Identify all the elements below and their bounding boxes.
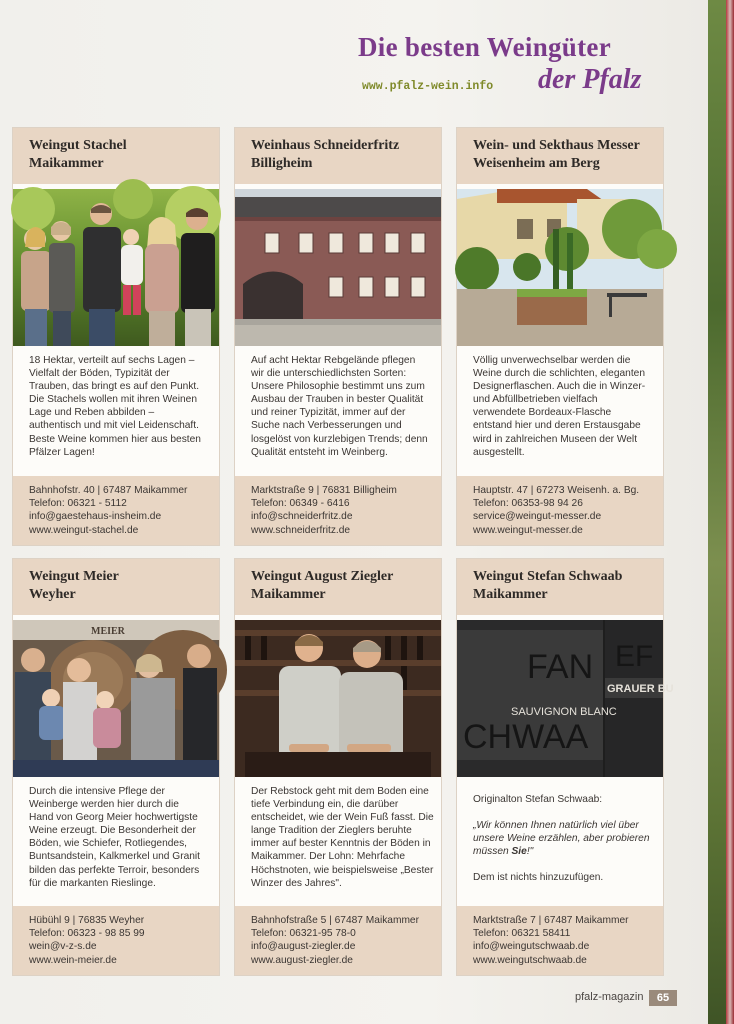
winery-description [235,777,441,906]
svg-text:CHWAA: CHWAA [463,718,589,756]
card-header [235,559,441,615]
description-line: Hand von Georg Meier hochwertigste [29,812,198,824]
description-line: Auf acht Hektar Rebgelände pflegen [251,355,416,366]
description-line: wir die unterschiedlichsten Sorten: [251,368,407,380]
email-link[interactable]: info@august-ziegler.de [251,941,356,953]
street-address: Bahnhofstr. 40 | 67487 Maikammer [29,485,188,496]
email-link[interactable]: info@weingutschwaab.de [473,941,590,953]
description-line: ausgestellt. [473,446,525,458]
winery-description [235,346,441,475]
card-header [13,559,219,615]
street-address: Marktstraße 7 | 67487 Maikammer [473,915,629,926]
winery-name: Weingut Meier [29,569,119,584]
description-line: tiefe Verbindung ein, die darüber [251,799,399,811]
website-link[interactable]: www.weingut-messer.de [473,524,583,536]
winery-sign-text: MEIER [91,626,125,637]
winery-name: Weingut August Ziegler [251,569,394,584]
page-number: 65 [649,990,677,1006]
winery-card-ziegler [234,558,442,976]
description-line: Beste Weine kommen hier aus besten [29,433,201,445]
phone-number: Telefon: 06321 58411 [473,928,571,940]
description-line: immer auf bester Kenntnis der Böden in [251,838,431,850]
website-link[interactable]: www.pfalz-wein.info [362,80,494,93]
wine-bottles-photo [457,620,674,777]
description-line: Völlig unverwechselbar werden die [473,355,631,366]
contact-block [235,476,441,545]
quote-text: müssen [473,846,512,858]
description-line: Weine durch die schlichten, eleganten [473,368,645,380]
description-line: Weinberge werden hier durch die [29,799,179,811]
quote-intro: Originalton Stefan Schwaab: [473,794,603,805]
street-address: Marktstraße 9 | 76831 Billigheim [251,485,397,496]
winery-name: Weingut Stefan Schwaab [473,569,623,584]
card-header [13,128,219,184]
website-link[interactable]: www.august-ziegler.de [251,954,353,966]
winery-name: Weinhaus Schneiderfritz [251,138,400,153]
description-line: entstand hier und deren Erstausgabe [473,420,641,432]
description-line: Durch die intensive Pflege der [29,786,165,797]
phone-number: Telefon: 06353-98 94 26 [473,498,583,510]
description-line: Vielfalt der Böden, Typizität der [29,368,170,380]
family-with-barrels-photo [13,620,219,777]
description-line: für die markanten Rieslinge. [29,877,156,889]
website-link[interactable]: www.schneiderfritz.de [251,524,351,536]
website-link[interactable]: www.wein-meier.de [29,954,117,966]
description-line: 18 Hektar, verteilt auf sechs Lagen – [29,355,195,366]
bottle-label: GRAUER BU [607,683,674,695]
description-line: Suche nach Verbesserungen und [251,420,402,432]
description-line: lange Tradition der Zieglers beruhte [251,825,412,837]
winery-description [13,777,219,906]
winery-card-meier [12,558,220,976]
email-link[interactable]: service@weingut-messer.de [473,511,602,523]
description-line: bilden das perfekte Terroir, besonders [29,864,200,876]
card-header [457,128,663,184]
website-link[interactable]: www.weingut-stachel.de [29,524,139,536]
winery-card-schwaab [456,558,674,976]
description-line: Böden, wie Schiefer, Rotliegendes, [29,838,188,850]
description-line: entscheidet, wie der Wein Fuß fasst. Die [251,812,434,824]
description-line: Unsere Philosophie bestimmt uns zum [251,381,425,393]
quote-outro: Dem ist nichts hinzuzufügen. [473,872,604,884]
contact-block [13,906,219,975]
street-address: Hauptstr. 47 | 67273 Weisenh. a. Bg. [473,485,640,496]
contact-block [235,906,441,975]
description-line: Maikammer. Der Lohn: Mehrfache [251,851,406,863]
phone-number: Telefon: 06321-95 78-0 [251,928,356,940]
contact-block [457,476,663,545]
phone-number: Telefon: 06349 - 6416 [251,498,350,510]
svg-text:EF: EF [615,640,654,673]
description-line: und reiner Typizität, immer auf der [251,407,406,419]
email-link[interactable]: info@schneiderfritz.de [251,511,353,523]
winery-card-schneiderfritz [234,127,442,546]
quote-line: unsere Weine erzählen, aber probieren [473,833,650,845]
courtyard-garden-photo [457,189,663,346]
description-line: Qualität entsteht im Weinberg. [251,446,388,458]
description-line: und Abfüllbetrieben vielfach [473,394,598,406]
svg-text:FAN: FAN [527,648,594,686]
quote-emphasis: Sie [511,846,527,858]
phone-number: Telefon: 06321 - 5112 [29,498,127,510]
description-line: Buntsandstein, Kalkmerkel und Granit [29,851,201,863]
description-line: wird in zahlreichen Museen der Welt [473,433,638,445]
email-link[interactable]: wein@v-z-s.de [29,941,97,953]
contact-block [13,476,219,545]
description-line: Weine erzeugt. Die Besonderheit der [29,825,196,837]
winery-card-stachel [12,127,220,546]
winery-town: Maikammer [251,586,326,602]
description-line: verwendete Bordeaux-Flasche [473,407,612,419]
bottle-label: SAUVIGNON BLANC [511,706,617,718]
description-line: Winzer des Jahres". [251,877,342,889]
page-subtitle: der Pfalz [538,64,642,95]
winery-town: Billigheim [251,155,313,171]
winery-town: Weisenheim am Berg [473,155,600,171]
description-line: losgelöst von kurzlebigen Trends; denn [251,433,428,445]
description-line: Höchstnoten, wie beispielsweise „Bester [251,864,434,876]
winery-card-messer [456,127,664,546]
description-line: Trauben, das bringt es auf den Punkt. [29,381,200,393]
card-header [235,128,441,184]
description-line: Designerflaschen. Auch die in Winzer- [473,381,646,393]
description-line: authentisch und mit viel Leidenschaft. [29,420,199,432]
winery-town: Maikammer [473,586,548,602]
winery-quote [457,777,663,906]
page-edge-photo [708,0,728,1024]
winery-description [457,346,663,475]
phone-number: Telefon: 06323 - 98 85 99 [29,928,145,940]
winery-building-photo [235,189,441,346]
winery-town: Maikammer [29,155,104,171]
description-line: Pfälzer Lagen! [29,446,95,458]
quote-text: !" [526,846,534,858]
page-edge-stripe [726,0,734,1024]
description-line: Ausbau der Trauben in bester Qualität [251,394,424,406]
family-in-vineyard-photo [13,189,219,346]
winery-name: Weingut Stachel [29,138,127,153]
street-address: Bahnhofstraße 5 | 67487 Maikammer [251,915,419,926]
description-line: Der Rebstock geht mit dem Boden eine [251,786,429,797]
contact-block [457,906,663,975]
winery-town: Weyher [29,586,76,602]
street-address: Hübühl 9 | 76835 Weyher [29,915,145,926]
page-title: Die besten Weingüter [358,32,611,62]
email-link[interactable]: info@gaestehaus-insheim.de [29,511,162,523]
description-line: Lage und Reben abbilden – [29,407,155,419]
website-link[interactable]: www.weingutschwaab.de [473,954,587,966]
quote-line: „Wir können Ihnen natürlich viel über [473,820,639,832]
quote-line [473,845,647,858]
winery-description [13,346,219,475]
description-line: Die Stachels wollen mit ihren Weinen [29,394,197,406]
magazine-name: pfalz-magazin [575,991,644,1003]
winery-name: Wein- und Sekthaus Messer [473,138,640,153]
card-header [457,559,663,615]
two-winemakers-in-cellar-photo [235,620,441,777]
